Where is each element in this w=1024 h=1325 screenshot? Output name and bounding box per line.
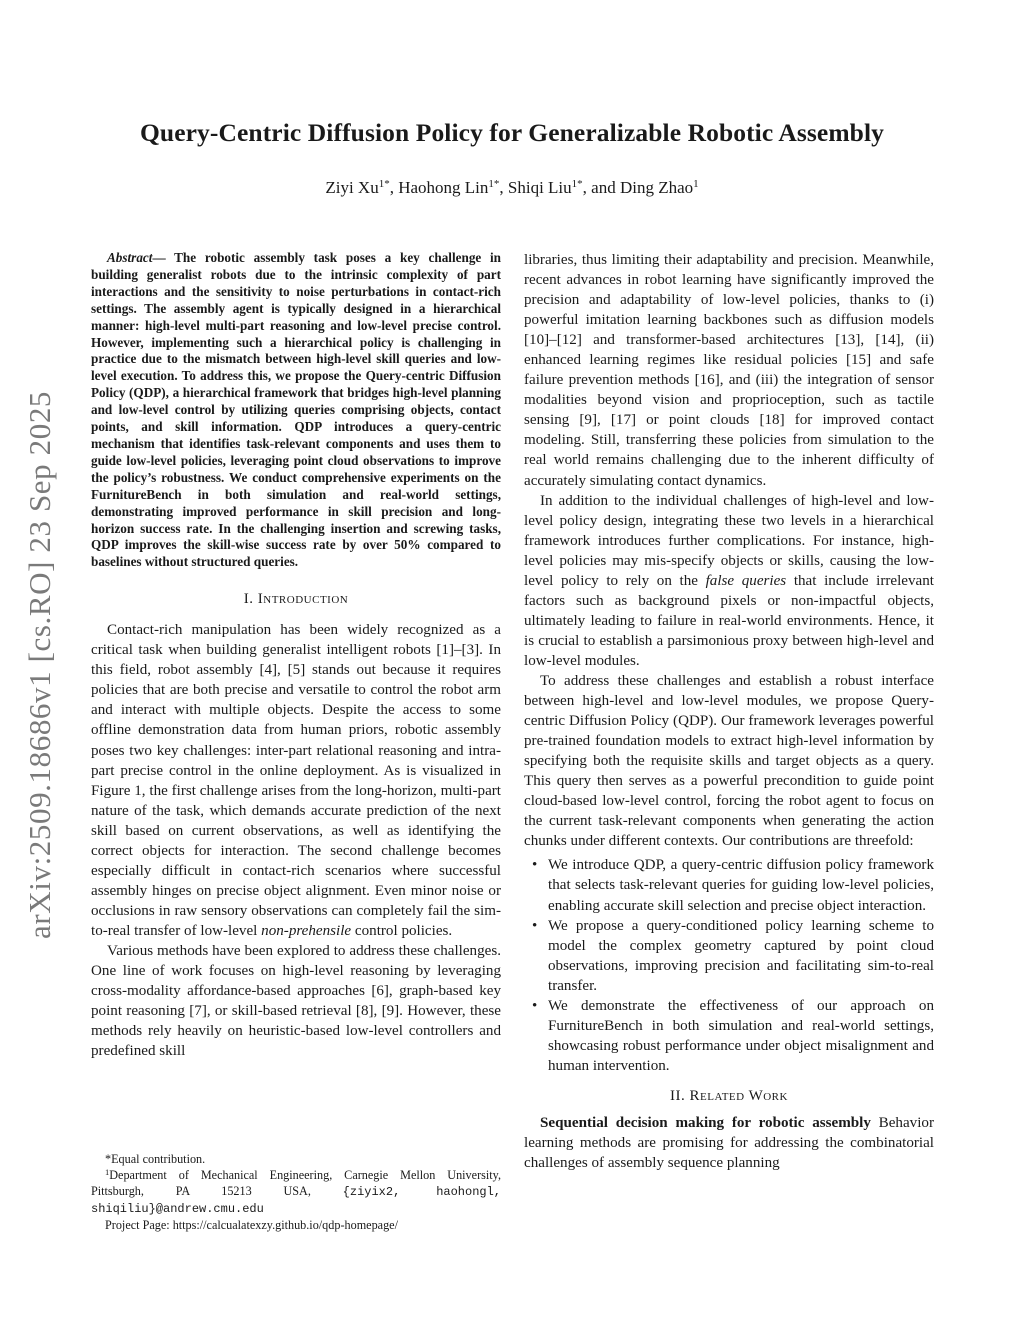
author-mark: 1*: [378, 178, 390, 190]
author-name: Haohong Lin: [398, 178, 489, 197]
abstract-dash: —: [152, 250, 175, 265]
intro-p3-text-b: that include irrelevant factors such as background pixels or non-impactful objects, ultimately leading to failure in real-world environments. Hence, it is crucial to establish a parsimonious proxy between high-level and low-level modules.: [524, 572, 934, 669]
author-name: Ding Zhao: [619, 178, 694, 197]
bullet-icon: •: [532, 997, 538, 1014]
contribution-list: [524, 855, 934, 1076]
intro-p3-emphasis: false queries: [705, 572, 787, 589]
footnote-affiliation: [91, 1167, 501, 1217]
abstract-text: The robotic assembly task poses a key challenge in building generalist robots due to the intrinsic complexity of part interactions and the sensitivity to noise perturbations in contact-rich settings. The assembly agent is typically designed in a hierarchical manner: high-level multi-part reasoning and low-level precise control. However, implementing such a hierarchical policy is challenging in practice due to the mismatch between high-level skill queries and low-level execution. To address this, we propose the Query-centric Diffusion Policy (QDP), a hierarchical framework that bridges high-level planning and low-level control by utilizing queries comprising objects, contact points, and skill information. QDP introduces a query-centric mechanism that identifies task-relevant components and uses them to guide low-level policies, leveraging point cloud observations to improve the policy’s robustness. We conduct comprehensive experiments on the FurnitureBench in both simulation and real-world settings, demonstrating improved performance in skill precision and long-horizon success rate. In the challenging insertion and screwing tasks, QDP improves the skill-wise success rate by over 50% compared to baselines without structured queries.: [91, 250, 502, 570]
abstract: [91, 250, 501, 571]
author-mark: 1*: [488, 178, 500, 190]
contribution-text: We introduce QDP, a query-centric diffusion policy framework that selects task-relevant queries for guiding low-level policies, enabling accurate skill selection and precise object interaction.: [548, 857, 934, 914]
intro-paragraph-1: [91, 620, 501, 941]
author-separator: ,: [499, 178, 508, 197]
footnote-project-page[interactable]: Project Page: https://calcualatexzy.github.io/qdp-homepage/: [105, 1218, 398, 1232]
intro-p3-text-a: In addition to the individual challenges of high-level and low-level policy design, integrating these two levels in a hierarchical framework introduces further complications. For instance, high-level policies may mis-specify objects or skills, causing the low-level policy to rely on the: [524, 492, 934, 589]
footnote-affiliation-mark: 1: [105, 1167, 110, 1177]
intro-p1-emphasis: non-prehensile: [261, 922, 352, 939]
right-column: [524, 250, 934, 1173]
author-name: Shiqi Liu: [507, 178, 572, 197]
paper-title: Query-Centric Diffusion Policy for Generalizable Robotic Assembly: [139, 118, 884, 147]
related-work-lead: Sequential decision making for robotic assembly: [540, 1114, 871, 1131]
contribution-text: We demonstrate the effectiveness of our approach on FurnitureBench in both simulation and real-world settings, showcasing robust performance under object misalignment and human intervention.: [548, 997, 934, 1074]
intro-p1-end: control policies.: [351, 922, 453, 939]
author-separator: , and: [582, 178, 620, 197]
footnotes: [91, 1151, 501, 1233]
intro-paragraph-2: Various methods have been explored to address these challenges. One line of work focuses on high-level reasoning by leveraging cross-modality affordance-based approaches [6], graph-based key point reasoning [7], or skill-based retrieval [8], [9]. However, these methods rely heavily on heuristic-based low-level controllers and predefined skill: [91, 942, 501, 1060]
footnote-emails[interactable]: {ziyix2, haohongl, shiqiliu}@andrew.cmu.edu: [91, 1185, 502, 1216]
intro-p1-text: Contact-rich manipulation has been widely recognized as a critical task when building generalist intelligent robots [1]–[3]. In this field, robot assembly [4], [5] stands out because it requires policies that are both precise and versatile to control the robot arm and interact with multiple objects. Despite the access to some offline demonstration data from human priors, robotic assembly poses two key challenges: inter-part relational reasoning and intra-part precise control in the online deployment. As is visualized in Figure 1, the first challenge arises from the long-horizon, multi-part nature of the task, which demands accurate prediction of the next skill based on current observations, as well as identifying the correct objects for interaction. The second challenge becomes especially difficult in contact-rich scenarios where successful assembly hinges on precise object alignment. Even minor noise or occlusions in raw sensory observations can completely fail the sim-to-real transfer of low-level: [91, 622, 501, 939]
bullet-icon: •: [532, 857, 538, 874]
footnote-affiliation-text: Department of Mechanical Engineering, Carnegie Mellon University, Pittsburgh, PA 15213 USA,: [91, 1168, 501, 1198]
author-name: Ziyi Xu: [325, 178, 379, 197]
author-mark: 1*: [571, 178, 583, 190]
contribution-text: We propose a query-conditioned policy learning scheme to model the complex geometry captured by point cloud observations, improving precision and facilitating sim-to-real transfer.: [548, 917, 934, 994]
section-heading-related-work: II. Related Work: [670, 1087, 788, 1104]
contribution-item: [524, 855, 934, 915]
footnote-equal-contribution: *Equal contribution.: [105, 1152, 206, 1166]
related-work-text: Behavior learning methods are promising for addressing the combinatorial challenges of assembly sequence planning: [524, 1114, 934, 1172]
author-mark: 1: [693, 178, 699, 190]
intro-paragraph-4: To address these challenges and establish a robust interface between high-level and low-level modules, we propose Query-centric Diffusion Policy (QDP). Our framework leverages powerful pre-trained foundation models to extract high-level information by specifying both the requisite skills and target objects as a query. This query then serves as a powerful precondition to guide point cloud-based low-level control, forcing the robot agent to focus on the current task-relevant components when generating the action chunks under different contexts. Our contributions are threefold:: [524, 672, 934, 850]
contribution-item: [524, 996, 934, 1076]
author-list: [0, 178, 1024, 198]
abstract-label: Abstract: [107, 250, 153, 265]
section-heading-introduction: I. Introduction: [243, 591, 349, 608]
contribution-item: [524, 916, 934, 996]
intro-paragraph-3: [524, 491, 934, 671]
related-work-paragraph-1: [524, 1113, 934, 1173]
arxiv-stamp-text: arXiv:2509.18686v1 [cs.RO] 23 Sep 2025: [22, 390, 57, 940]
left-column: [91, 250, 501, 1061]
intro-paragraph-2-continued: libraries, thus limiting their adaptability and precision. Meanwhile, recent advances in robot learning have significantly improved the precision and adaptability of low-level policies, thanks to (i) powerful imitation learning backbones such as diffusion models [10]–[12] and transformer-based architectures [13], [14], (ii) enhanced learning regimes like residual policies [15] and safe failure prevention methods [16], and (iii) the integration of sensor modalities beyond vision and proprioception, such as tactile sensing [9], [17] or point clouds [18] for improved contact modeling. Still, transferring these policies from simulation to the real world remains challenging due to the inherent difficulty of accurately simulating contact dynamics.: [524, 252, 934, 489]
author-separator: ,: [389, 178, 399, 197]
bullet-icon: •: [532, 917, 538, 934]
